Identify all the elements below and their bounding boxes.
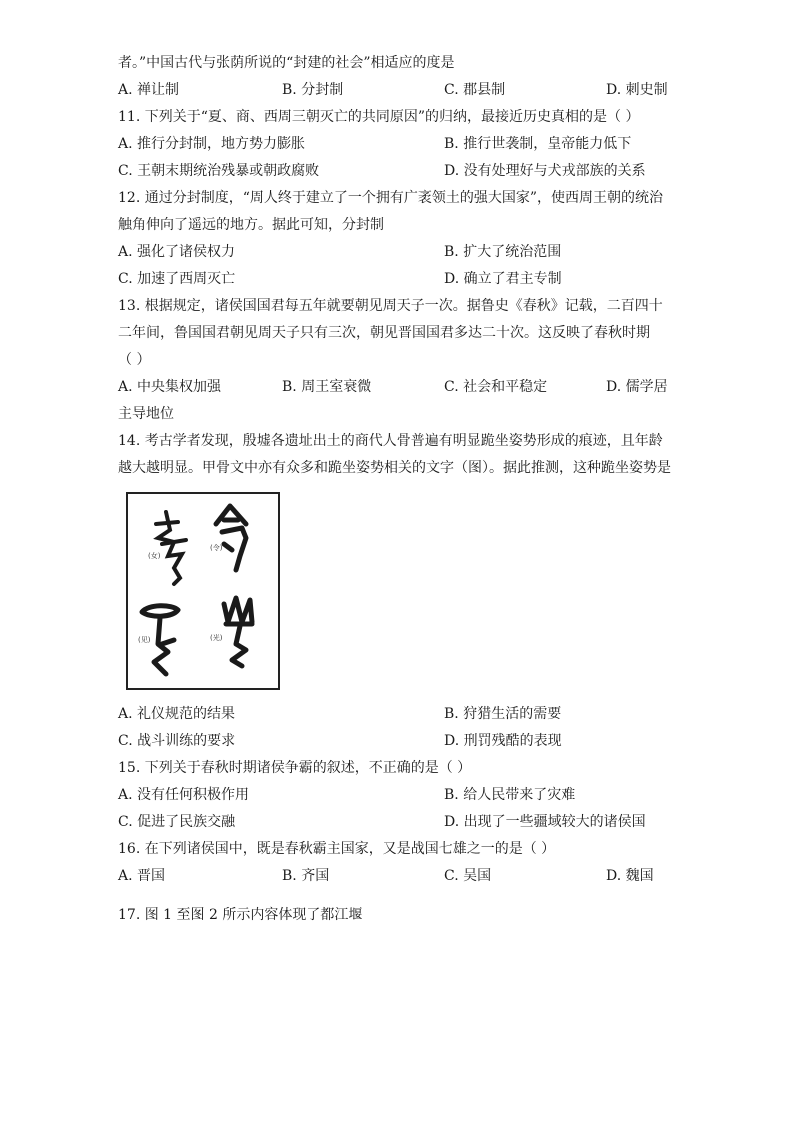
glyph-guang bbox=[224, 598, 252, 666]
question-16-stem: 16. 在下列诸侯国中，既是春秋霸主国家，又是战国七雄之一的是（ ） bbox=[118, 841, 556, 857]
caption-guang: (光) bbox=[210, 634, 223, 642]
question-11-stem: 11. 下列关于“夏、商、西周三朝灭亡的共同原因”的归纳，最接近历史真相的是（ ） bbox=[118, 109, 640, 125]
option-14-a: A. 礼仪规范的结果 bbox=[118, 706, 236, 722]
question-12-stem: 12. 通过分封制度，“周人终于建立了一个拥有广袤领土的强大国家”，使西周王朝的统治 bbox=[118, 190, 664, 206]
option-12-c: C. 加速了西周灭亡 bbox=[118, 271, 236, 287]
question-10-stem-end: 者。”中国古代与张荫所说的“封建的社会”相适应的度是 bbox=[118, 55, 455, 71]
option-10-c: C. 郡县制 bbox=[444, 82, 506, 98]
oracle-bone-glyphs bbox=[128, 494, 278, 688]
question-14-stem: 14. 考古学者发现，殷墟各遗址出土的商代人骨普遍有明显跪坐姿势形成的痕迹，且年龄 bbox=[118, 433, 663, 449]
option-10-a: A. 禅让制 bbox=[118, 82, 180, 98]
question-17-stem: 17. 图 1 至图 2 所示内容体现了都江堰 bbox=[118, 907, 363, 923]
caption-jian: (见) bbox=[138, 636, 151, 644]
oracle-bone-characters-figure bbox=[126, 492, 280, 690]
option-12-a: A. 强化了诸侯权力 bbox=[118, 244, 236, 260]
option-11-c: C. 王朝末期统治残暴或朝政腐败 bbox=[118, 163, 320, 179]
question-15-stem: 15. 下列关于春秋时期诸侯争霸的叙述，不正确的是（ ） bbox=[118, 760, 472, 776]
option-10-d: D. 刺史制 bbox=[606, 82, 668, 98]
option-13-d-wrap: 主导地位 bbox=[118, 406, 174, 422]
caption-ling: (令) bbox=[210, 544, 223, 552]
question-13-stem-cont: 二年间，鲁国国君朝见周天子只有三次，朝见晋国国君多达二十次。这反映了春秋时期 bbox=[118, 325, 650, 341]
option-16-d: D. 魏国 bbox=[606, 868, 654, 884]
option-12-d: D. 确立了君主专制 bbox=[444, 271, 562, 287]
option-13-c: C. 社会和平稳定 bbox=[444, 379, 548, 395]
question-13-blank: （ ） bbox=[118, 352, 151, 368]
option-15-b: B. 给人民带来了灾难 bbox=[444, 787, 576, 803]
option-11-d: D. 没有处理好与犬戎部族的关系 bbox=[444, 163, 646, 179]
caption-nv: (女) bbox=[148, 552, 161, 560]
question-14-stem-cont: 越大越明显。甲骨文中亦有众多和跪坐姿势相关的文字（图）。据此推测，这种跪坐姿势是 bbox=[118, 460, 671, 476]
question-12-stem-cont: 触角伸向了遥远的地方。据此可知，分封制 bbox=[118, 217, 384, 233]
option-11-a: A. 推行分封制，地方势力膨胀 bbox=[118, 136, 306, 152]
option-13-a: A. 中央集权加强 bbox=[118, 379, 222, 395]
glyph-ling bbox=[216, 506, 246, 570]
question-13-stem: 13. 根据规定，诸侯国国君每五年就要朝见周天子一次。据鲁史《春秋》记载，二百四十 bbox=[118, 298, 663, 314]
option-14-d: D. 刑罚残酷的表现 bbox=[444, 733, 562, 749]
option-12-b: B. 扩大了统治范围 bbox=[444, 244, 562, 260]
option-16-b: B. 齐国 bbox=[282, 868, 330, 884]
option-15-c: C. 促进了民族交融 bbox=[118, 814, 236, 830]
option-16-a: A. 晋国 bbox=[118, 868, 166, 884]
option-15-a: A. 没有任何积极作用 bbox=[118, 787, 250, 803]
option-13-b: B. 周王室衰微 bbox=[282, 379, 372, 395]
option-15-d: D. 出现了一些疆域较大的诸侯国 bbox=[444, 814, 646, 830]
option-16-c: C. 吴国 bbox=[444, 868, 492, 884]
option-10-b: B. 分封制 bbox=[282, 82, 344, 98]
option-14-b: B. 狩猎生活的需要 bbox=[444, 706, 562, 722]
option-11-b: B. 推行世袭制，皇帝能力低下 bbox=[444, 136, 632, 152]
glyph-nv bbox=[156, 512, 186, 584]
option-13-d: D. 儒学居 bbox=[606, 379, 668, 395]
option-14-c: C. 战斗训练的要求 bbox=[118, 733, 236, 749]
